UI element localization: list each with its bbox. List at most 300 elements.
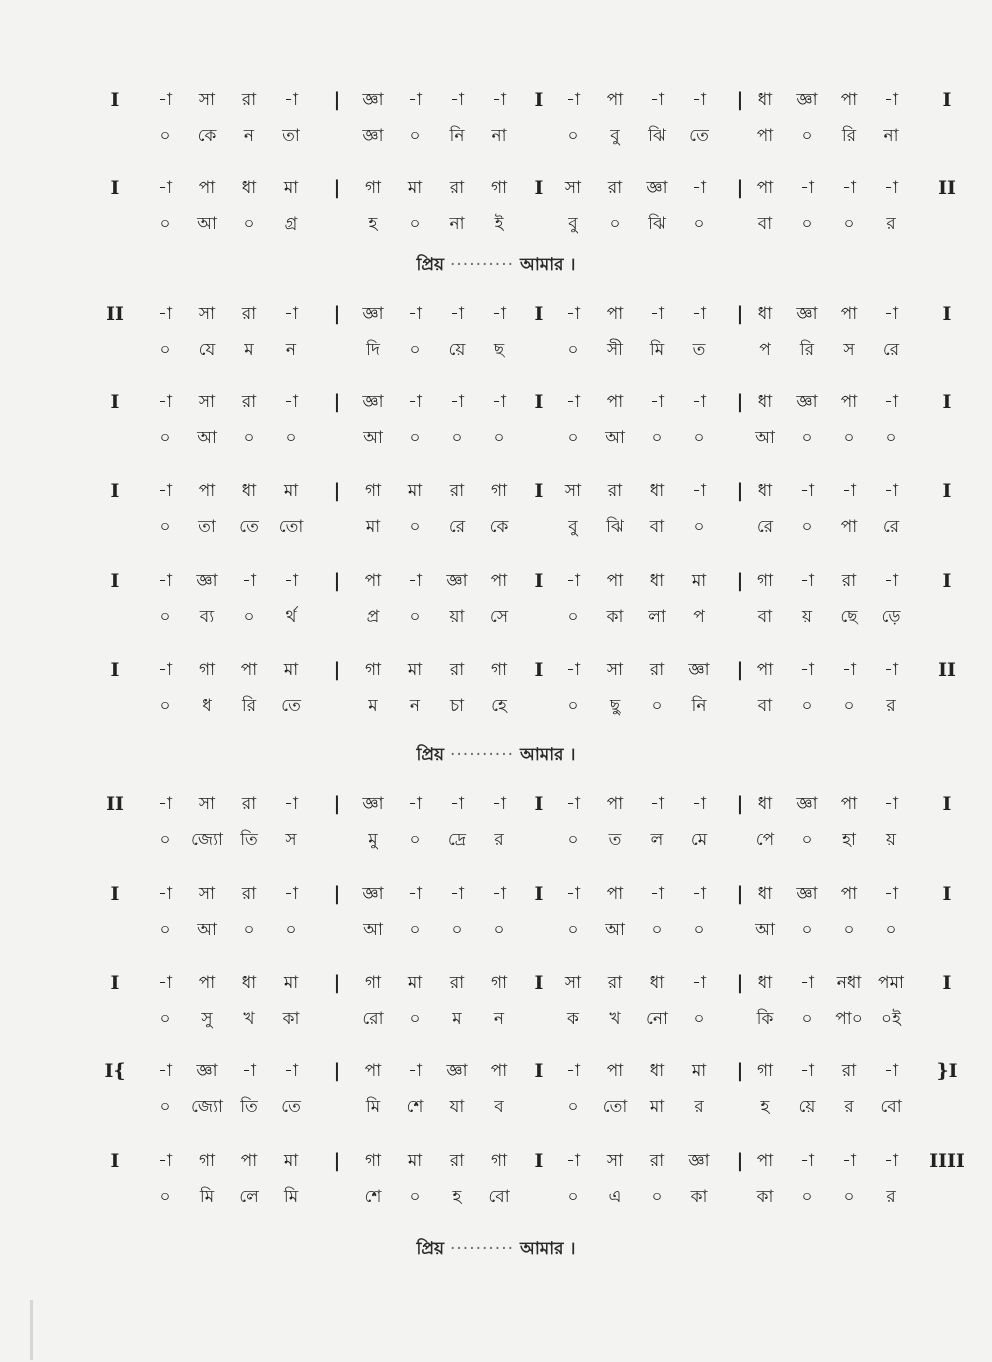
note: সা (198, 794, 216, 814)
note: জ্ঞা (362, 794, 384, 814)
lyric-syllable: রি (799, 340, 815, 360)
note: পা (490, 571, 508, 591)
lyric-syllable: কা (282, 1009, 300, 1029)
note: -া (800, 481, 814, 501)
stave (95, 652, 975, 724)
note: -া (566, 304, 580, 324)
lyric-syllable: ম (368, 696, 378, 716)
lyric-syllable: র (886, 696, 896, 716)
note: -া (408, 1061, 422, 1081)
lyric-syllable: কা (690, 1187, 708, 1207)
lyric-syllable: স (285, 830, 297, 850)
lyric-syllable: ০ (243, 920, 255, 940)
note: ধা (757, 973, 773, 993)
note: -া (284, 571, 298, 591)
bar-line: | (736, 177, 744, 199)
lyric-syllable: ০ (493, 920, 505, 940)
note: -া (842, 178, 856, 198)
lyric-syllable: রে (756, 517, 774, 537)
lyric-syllable: না (491, 126, 507, 146)
note: -া (884, 571, 898, 591)
note: গা (364, 660, 382, 680)
note: জ্ঞা (688, 660, 710, 680)
lyric-syllable: ০ (159, 214, 171, 234)
lyric-syllable: জ্যো (191, 1097, 223, 1117)
bar-line: | (736, 570, 744, 592)
note: -া (242, 571, 256, 591)
bar-line: I (942, 972, 952, 994)
note: -া (158, 304, 172, 324)
note: -া (650, 392, 664, 412)
note: -া (692, 973, 706, 993)
note: -া (492, 794, 506, 814)
lyric-syllable: ন (493, 1009, 505, 1029)
lyric-syllable: ০ (801, 126, 813, 146)
lyric-syllable: হ (452, 1187, 462, 1207)
lyric-syllable: ছে (840, 607, 858, 627)
note: -া (158, 973, 172, 993)
lyric-syllable: ত (692, 340, 706, 360)
lyric-syllable: আ (197, 428, 217, 448)
lyric-syllable: ০ (409, 517, 421, 537)
refrain-line (0, 742, 992, 770)
note: গা (198, 660, 216, 680)
note: -া (158, 1151, 172, 1171)
bar-line: II (938, 177, 956, 199)
lyric-line (95, 599, 975, 635)
lyric-syllable: র্থ (285, 607, 297, 627)
note: গা (364, 481, 382, 501)
note: পা (606, 794, 624, 814)
lyric-syllable: ০ (651, 428, 663, 448)
note: -া (566, 884, 580, 904)
lyric-syllable: সী (606, 340, 624, 360)
notation-line (95, 170, 975, 206)
bar-line: I (110, 391, 120, 413)
note: সা (606, 1151, 624, 1171)
lyric-syllable: ০ (801, 696, 813, 716)
note: -া (800, 973, 814, 993)
lyric-syllable: আ (605, 428, 625, 448)
lyric-syllable: ০ (409, 214, 421, 234)
lyric-syllable: ০ (801, 920, 813, 940)
lyric-syllable: ০ (159, 1097, 171, 1117)
lyric-syllable: আ (755, 428, 775, 448)
note: রা (449, 481, 465, 501)
lyric-syllable: র (494, 830, 504, 850)
bar-line: I (110, 972, 120, 994)
note: -া (284, 90, 298, 110)
bar-line: | (736, 1060, 744, 1082)
lyric-line (95, 688, 975, 724)
note: পা (756, 660, 774, 680)
lyric-syllable: ছ (493, 340, 505, 360)
notation-line (95, 82, 975, 118)
note: পা (840, 884, 858, 904)
note: -া (650, 90, 664, 110)
note: গা (490, 481, 508, 501)
lyric-syllable: মু (368, 830, 378, 850)
lyric-syllable: হ (368, 214, 378, 234)
lyric-syllable: ০ (843, 214, 855, 234)
refrain-dots: ·········· (449, 745, 515, 765)
note: -া (692, 481, 706, 501)
note: -া (566, 1151, 580, 1171)
note: -া (692, 794, 706, 814)
lyric-syllable: য়ে (798, 1097, 816, 1117)
note: গা (756, 1061, 774, 1081)
lyric-syllable: শে (364, 1187, 382, 1207)
lyric-syllable: নো (646, 1009, 668, 1029)
lyric-syllable: ০ (567, 607, 579, 627)
lyric-syllable: বা (649, 517, 665, 537)
bar-line: | (736, 793, 744, 815)
note: পা (606, 90, 624, 110)
lyric-syllable: ড়ে (881, 607, 901, 627)
lyric-syllable: ছু (609, 696, 621, 716)
lyric-syllable: লে (239, 1187, 259, 1207)
lyric-line (95, 420, 975, 456)
note: -া (842, 1151, 856, 1171)
note: -া (408, 392, 422, 412)
lyric-syllable: তে (281, 1097, 301, 1117)
lyric-syllable: চা (449, 696, 465, 716)
lyric-syllable: ০ (409, 830, 421, 850)
lyric-syllable: ম (244, 340, 254, 360)
note: জ্ঞা (362, 90, 384, 110)
lyric-syllable: ই (494, 214, 504, 234)
lyric-syllable: ০ (409, 340, 421, 360)
note: -া (158, 660, 172, 680)
lyric-syllable: বু (568, 517, 578, 537)
note: গা (364, 1151, 382, 1171)
lyric-syllable: ধ (202, 696, 212, 716)
note: -া (492, 392, 506, 412)
note: জ্ঞা (196, 1061, 218, 1081)
lyric-syllable: পা (756, 126, 774, 146)
stave (95, 1053, 975, 1125)
note: -া (450, 884, 464, 904)
notation-line (95, 876, 975, 912)
note: -া (566, 660, 580, 680)
note: -া (884, 481, 898, 501)
note: পা (606, 304, 624, 324)
note: -া (284, 1061, 298, 1081)
lyric-syllable: ০ (693, 920, 705, 940)
bar-line: I (534, 570, 544, 592)
stave (95, 296, 975, 368)
lyric-syllable: বা (757, 696, 773, 716)
refrain-last-word: আমার । (519, 745, 576, 765)
lyric-syllable: ০ (609, 214, 621, 234)
lyric-syllable: আ (605, 920, 625, 940)
note: -া (284, 794, 298, 814)
stave (95, 1143, 975, 1215)
note: মা (283, 1151, 299, 1171)
note: ধা (757, 481, 773, 501)
note: -া (566, 794, 580, 814)
lyric-line (95, 206, 975, 242)
bar-line: | (333, 89, 341, 111)
note: মা (283, 973, 299, 993)
note: -া (408, 571, 422, 591)
lyric-syllable: ০ (693, 428, 705, 448)
stave (95, 563, 975, 635)
note: -া (884, 884, 898, 904)
note: রা (841, 571, 857, 591)
note: -া (800, 571, 814, 591)
lyric-syllable: ০ (159, 126, 171, 146)
lyric-syllable: মি (649, 340, 665, 360)
bar-line: I (534, 480, 544, 502)
lyric-syllable: ০ (693, 1009, 705, 1029)
note: ধা (649, 571, 665, 591)
note: পা (606, 884, 624, 904)
note: রা (449, 178, 465, 198)
lyric-syllable: ০ (159, 920, 171, 940)
lyric-syllable: ব (494, 1097, 504, 1117)
lyric-syllable: ঝি (606, 517, 624, 537)
refrain-last-word: আমার । (519, 255, 576, 275)
note: পা (364, 1061, 382, 1081)
notation-line (95, 965, 975, 1001)
note: -া (492, 884, 506, 904)
note: মা (407, 481, 423, 501)
bar-line: I (110, 883, 120, 905)
note: পা (840, 304, 858, 324)
note: -া (800, 1151, 814, 1171)
lyric-syllable: ০ (693, 214, 705, 234)
lyric-syllable: র (694, 1097, 704, 1117)
lyric-syllable: ০ (567, 428, 579, 448)
note: গা (198, 1151, 216, 1171)
bar-line: | (333, 659, 341, 681)
note: -া (884, 90, 898, 110)
note: পা (840, 392, 858, 412)
bar-line: I (110, 659, 120, 681)
lyric-syllable: রে (448, 517, 466, 537)
lyric-syllable: কে (197, 126, 217, 146)
lyric-syllable: এ (608, 1187, 622, 1207)
lyric-syllable: খ (243, 1009, 255, 1029)
lyric-syllable: তো (278, 517, 304, 537)
lyric-syllable: য়ে (448, 340, 466, 360)
bar-line: | (736, 883, 744, 905)
note: -া (284, 392, 298, 412)
note: রা (241, 90, 257, 110)
bar-line: I (942, 303, 952, 325)
lyric-syllable: ক (567, 1009, 579, 1029)
bar-line: | (333, 303, 341, 325)
note: জ্ঞা (196, 571, 218, 591)
lyric-syllable: ত (608, 830, 622, 850)
note: মা (283, 178, 299, 198)
lyric-syllable: ০ (801, 1009, 813, 1029)
lyric-syllable: তি (240, 830, 258, 850)
lyric-syllable: ০ (885, 920, 897, 940)
lyric-syllable: মা (649, 1097, 665, 1117)
note: রা (241, 304, 257, 324)
lyric-syllable: ০ (567, 920, 579, 940)
note: মা (407, 1151, 423, 1171)
notation-line (95, 652, 975, 688)
note: গা (364, 973, 382, 993)
lyric-syllable: তা (198, 517, 216, 537)
lyric-syllable: ম (452, 1009, 462, 1029)
bar-line: I (942, 570, 952, 592)
lyric-syllable: দি (366, 340, 380, 360)
lyric-syllable: সু (201, 1009, 213, 1029)
lyric-syllable: প (759, 340, 771, 360)
note: পা (606, 1061, 624, 1081)
lyric-syllable: ঝি (648, 214, 666, 234)
note: -া (692, 392, 706, 412)
bar-line: | (736, 972, 744, 994)
lyric-syllable: ০ (885, 428, 897, 448)
lyric-syllable: ০ (409, 607, 421, 627)
bar-line: I (534, 972, 544, 994)
note: -া (158, 90, 172, 110)
note: -া (800, 660, 814, 680)
note: -া (492, 90, 506, 110)
lyric-syllable: বা (757, 214, 773, 234)
lyric-syllable: ০ (801, 214, 813, 234)
bar-line: I (942, 89, 952, 111)
note: রা (449, 660, 465, 680)
note: গা (364, 178, 382, 198)
stave (95, 786, 975, 858)
bar-line: I (534, 177, 544, 199)
lyric-syllable: ০ (843, 920, 855, 940)
lyric-syllable: ০ (285, 920, 297, 940)
bar-line: | (736, 89, 744, 111)
lyric-syllable: ০ (801, 830, 813, 850)
note: গা (756, 571, 774, 591)
lyric-syllable: স (843, 340, 855, 360)
lyric-syllable: ০ (843, 428, 855, 448)
refrain-first-word: প্রিয় (416, 255, 445, 275)
note: -া (450, 392, 464, 412)
bar-line: I (942, 883, 952, 905)
lyric-syllable: আ (755, 920, 775, 940)
note: -া (566, 1061, 580, 1081)
note: সা (198, 90, 216, 110)
note: সা (198, 392, 216, 412)
bar-line: I (942, 793, 952, 815)
note: রা (449, 973, 465, 993)
note: জ্ঞা (688, 1151, 710, 1171)
note: ধা (757, 794, 773, 814)
lyric-syllable: ০ (409, 126, 421, 146)
lyric-syllable: ০ (451, 920, 463, 940)
lyric-syllable: ০ (285, 428, 297, 448)
lyric-syllable: রি (241, 696, 257, 716)
lyric-line (95, 912, 975, 948)
stave (95, 876, 975, 948)
bar-line: I (534, 1150, 544, 1172)
note: রা (841, 1061, 857, 1081)
lyric-line (95, 332, 975, 368)
lyric-syllable: না (883, 126, 899, 146)
lyric-syllable: ০ (409, 1187, 421, 1207)
refrain-first-word: প্রিয় (416, 745, 445, 765)
lyric-syllable: য় (885, 830, 896, 850)
note: -া (884, 392, 898, 412)
note: -া (158, 794, 172, 814)
note: সা (564, 481, 582, 501)
lyric-syllable: শে (406, 1097, 424, 1117)
note: পা (364, 571, 382, 591)
note: -া (800, 178, 814, 198)
bar-line: | (333, 480, 341, 502)
bar-line: | (333, 391, 341, 413)
bar-line: I (942, 391, 952, 413)
note: রা (449, 1151, 465, 1171)
lyric-syllable: ০ (843, 1187, 855, 1207)
note: জ্ঞা (446, 1061, 468, 1081)
bar-line: | (333, 1150, 341, 1172)
lyric-line (95, 1089, 975, 1125)
notation-line (95, 1053, 975, 1089)
stave (95, 82, 975, 154)
lyric-syllable: ০ (159, 340, 171, 360)
note: রা (649, 660, 665, 680)
note: গা (490, 973, 508, 993)
note: ধা (649, 481, 665, 501)
bar-line: IIII (929, 1150, 965, 1172)
note: ধা (757, 884, 773, 904)
lyric-syllable: হ (760, 1097, 770, 1117)
lyric-syllable: ০ (159, 1009, 171, 1029)
note: -া (284, 884, 298, 904)
note: জ্ঞা (646, 178, 668, 198)
lyric-syllable: জ্যো (191, 830, 223, 850)
lyric-syllable: ০ (243, 607, 255, 627)
note: জ্ঞা (796, 304, 818, 324)
lyric-syllable: তি (240, 1097, 258, 1117)
note: ধা (649, 1061, 665, 1081)
lyric-syllable: রে (882, 517, 900, 537)
note: -া (450, 304, 464, 324)
note: -া (650, 884, 664, 904)
lyric-syllable: ০ (451, 428, 463, 448)
bar-line: | (736, 303, 744, 325)
lyric-syllable: মা (365, 517, 381, 537)
lyric-syllable: ০ (843, 696, 855, 716)
note: -া (408, 884, 422, 904)
note: পা (490, 1061, 508, 1081)
note: রা (241, 794, 257, 814)
lyric-syllable: পে (755, 830, 775, 850)
lyric-syllable: য়া (449, 607, 465, 627)
lyric-syllable: আ (197, 920, 217, 940)
stave (95, 473, 975, 545)
note: মা (407, 973, 423, 993)
lyric-syllable: ০ (159, 830, 171, 850)
note: সা (606, 660, 624, 680)
lyric-syllable: কি (756, 1009, 774, 1029)
bar-line: | (736, 480, 744, 502)
lyric-syllable: আ (197, 214, 217, 234)
note: -া (842, 660, 856, 680)
note: জ্ঞা (796, 90, 818, 110)
lyric-syllable: ০ (409, 428, 421, 448)
note: রা (607, 481, 623, 501)
bar-line: | (333, 793, 341, 815)
note: গা (490, 178, 508, 198)
refrain-first-word: প্রিয় (416, 1239, 445, 1259)
refrain-line (0, 1236, 992, 1264)
